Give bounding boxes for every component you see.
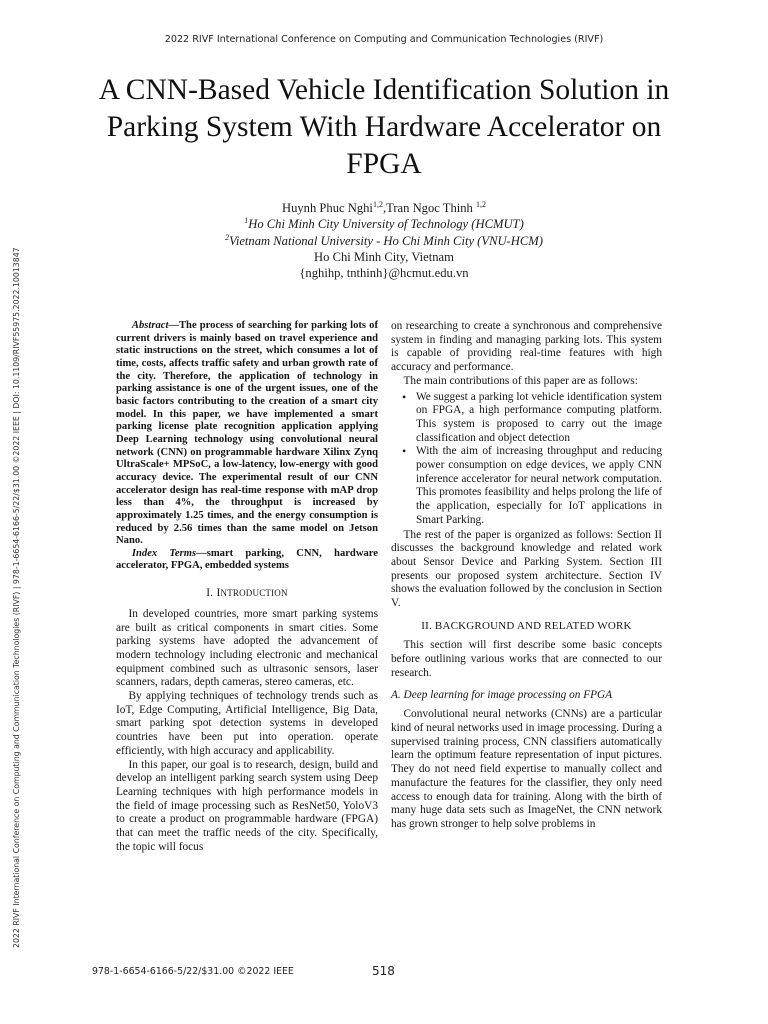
subsection-a-heading: A. Deep learning for image processing on FPGA bbox=[391, 688, 613, 701]
intro-paragraph-3: In this paper, our goal is to research, design, build and develop an intelligent parking search system using Deep Learning techniques with high performance models in the field of image processing such as ResNet50, YoloV3 to create a product on programmable hardware (FPGA) that can meet the traffic needs of the city. Specifically, the topic will focus bbox=[116, 758, 378, 853]
contribution-item: • We suggest a parking lot vehicle identification system on FPGA, a high performance computing platform. This system is proposed to carry out the image classification and object detection bbox=[391, 391, 662, 446]
index-terms bbox=[116, 548, 378, 573]
section-1-rest: NTRODUCTION bbox=[220, 588, 288, 599]
contributions-list bbox=[391, 391, 662, 528]
page-number: 518 bbox=[372, 964, 395, 978]
abstract bbox=[116, 320, 378, 548]
organization-paragraph: The rest of the paper is organized as follows: Section II discusses the background knowledge and related work about Sensor Device and Parking System. Section III presents our proposed system architecture. Section IV shows the evaluation followed by the conclusion in Section V. bbox=[391, 528, 662, 610]
affiliation-1 bbox=[134, 216, 634, 232]
abstract-text: —The process of searching for parking lots of current drivers is mainly based on travel experience and static instructions on the street, which consumes a lot of time, costs, affects traffic safety and urban growth rate of the city. Therefore, the application of technology in parking assistance is one of the urgent issues, one of the basic factors contributing to the creation of a smart city model. In this paper, we have implemented a smart parking license plate recognition application applying Deep Learning technology using convolutional neural network (CNN) on programmable hardware Xilinx Zynq UltraScale+ MPSoC, a low-latency, low-energy with good accuracy device. The experimental result of our CNN accelerator design has real-time response with mAP drop less than 4%, the throughput is increased by approximately 1.25 times, and the energy consumption is reduced by 2.56 times than the same model on Jetson Nano. bbox=[116, 320, 378, 547]
affiliation-2-mark: 2 bbox=[225, 232, 230, 242]
affiliation-1-mark: 1 bbox=[244, 216, 249, 226]
affiliation-2 bbox=[134, 233, 634, 249]
paper-title: A CNN-Based Vehicle Identification Solution in Parking System With Hardware Accelerator on FPGA bbox=[98, 74, 670, 180]
cnn-paragraph: Convolutional neural networks (CNNs) are a particular kind of neural networks used in image processing. During a supervised training process, CNN classifiers automatically learn the optimum feature representation of input pictures. They do not need field expertise to manually collect and manufacture the features for the classifier, they only need access to enough data for training. Along with the birth of many huge data sets such as ImageNet, the CNN network has grown stronger to help solve problems in bbox=[391, 708, 662, 830]
left-column bbox=[116, 320, 378, 854]
author-1-name: Huynh Phuc Nghi bbox=[281, 201, 373, 215]
abstract-label: Abstract bbox=[131, 320, 169, 331]
author-separator: , bbox=[382, 201, 387, 215]
author-block bbox=[134, 200, 634, 281]
author-names bbox=[134, 200, 634, 216]
right-column bbox=[391, 320, 662, 832]
intro-paragraph-2: By applying techniques of technology trends such as IoT, Edge Computing, Artificial Intelligence, Big Data, smart parking spot detection systems in developed countries have been put into operation. operate efficiently, with high accuracy and applicability. bbox=[116, 690, 378, 757]
section-2-heading: II. BACKGROUND AND RELATED WORK bbox=[421, 619, 632, 632]
author-2-name: Tran Ngoc Thinh bbox=[386, 201, 473, 215]
index-terms-label: Index Terms bbox=[131, 547, 197, 559]
author-2-affil: 1,2 bbox=[476, 199, 487, 209]
section-1-heading bbox=[116, 587, 378, 601]
author-1-affil: 1,2 bbox=[372, 199, 383, 209]
conference-header: 2022 RIVF International Conference on Computing and Communication Technologies (RIVF) bbox=[164, 34, 604, 45]
intro-continued-paragraph: on researching to create a synchronous and comprehensive system in finding and managing parking lots. This system is capable of providing real-time features with high accuracy and performance. bbox=[391, 320, 662, 374]
section-1-number: I. bbox=[206, 587, 214, 600]
index-terms-text: —smart parking, CNN, hardware accelerator, FPGA, embedded systems bbox=[116, 547, 378, 572]
contributions-intro: The main contributions of this paper are as follows: bbox=[403, 374, 638, 387]
intro-paragraph-1: In developed countries, more smart parking systems are built as critical components in smart cities. Some parking systems have adopted the advancement of modern technology including electronic and mechanical equipment combined such as ultrasonic sensors, laser scanners, radars, depth cameras, stereo cameras, etc. bbox=[116, 607, 378, 689]
affiliation-2-text: Vietnam National University - Ho Chi Minh City (VNU-HCM) bbox=[229, 233, 543, 248]
contribution-item: • With the aim of increasing throughput and reducing power consumption on edge devices, we apply CNN inference accelerator for neural network computation. This promotes feasibility and helps prolong the life of the application, especially for IoT applications in Smart Parking. bbox=[391, 445, 662, 527]
doi-side-stamp: 2022 RIVF International Conference on Computing and Communication Technologies (RIVF) | 978-1-6654-6166-5/22/$31.00 ©2022 IEEE | DOI: 10.1109/RIVF55975.2022.10013847 bbox=[12, 247, 21, 948]
footer-copyright: 978-1-6654-6166-5/22/$31.00 ©2022 IEEE bbox=[92, 966, 294, 977]
background-intro-paragraph: This section will first describe some basic concepts before outlining various works that are connected to our research. bbox=[391, 639, 662, 679]
section-1-first-letter: I bbox=[216, 587, 221, 600]
affiliation-1-text: Ho Chi Minh City University of Technology (HCMUT) bbox=[248, 217, 524, 232]
author-location: Ho Chi Minh City, Vietnam bbox=[314, 249, 454, 264]
author-email: {nghihp, tnthinh}@hcmut.edu.vn bbox=[299, 266, 469, 281]
